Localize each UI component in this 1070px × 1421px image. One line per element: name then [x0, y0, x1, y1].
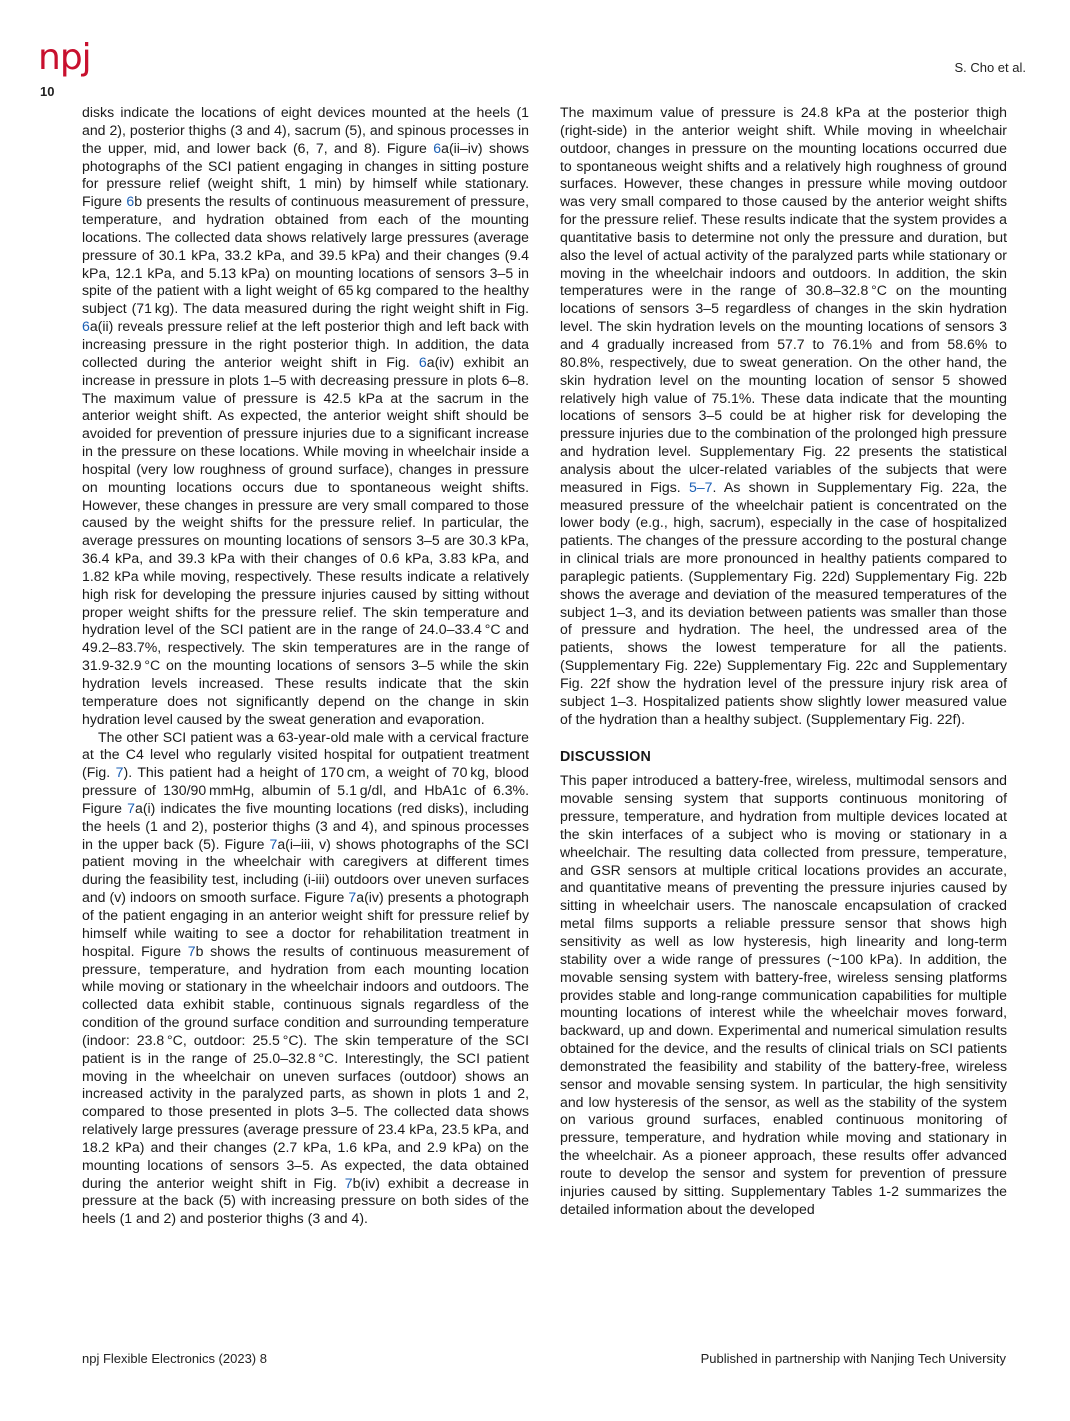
running-head: S. Cho et al.	[954, 60, 1026, 75]
text: The maximum value of pressure is 24.8 kPa at the posterior thigh (right-side) in the anterior weight shift. While moving in wheelchair outdoor, changes in pressure on the mounting locations occurred due to spontaneous weight shifts and a relatively high roughness of ground surfaces. However, these changes in pressure while moving outdoor was very small compared to those caused by the anterior weight shifts for the pressure relief. These results indicate that the system provides a quantitative basis to determine not only the pressure and duration, but also the level of actual activity of the paralyzed parts while stationary or moving in the wheelchair indoors and outdoors. In addition, the skin temperatures were in the range of 30.8–32.8 °C on the mounting locations of sensors 3–5 regardless of changes in the skin hydration level. The skin hydration levels on the mounting locations of sensors 3 and 4 gradually increased from 57.7 to 76.1% and from 58.6% to 80.8%, respectively, due to sweat generation. On the other hand, the skin hydration level on the mounting location of sensor 5 showed relatively high value of 75.1%. These data indicate that the mounting locations of sensors 3–5 could be at higher risk for developing the pressure injuries due to the combination of the prolonged high pressure and hydration level. Supplementary Fig. 22 presents the statistical analysis about the ulcer-related variables of the subjects that were measured in Figs.	[560, 104, 1007, 495]
figure-link[interactable]: 5	[688, 478, 697, 495]
text: The other SCI patient was a 63-year-old male with a cervical fracture at the C4 level who regularly visited hospital for outpatient treatment (Fig.	[82, 728, 529, 781]
text: –	[696, 478, 705, 495]
paragraph	[82, 104, 529, 729]
figure-link[interactable]: 6	[82, 318, 90, 335]
footer-publisher: Published in partnership with Nanjing Tech University	[700, 1351, 1006, 1366]
figure-link[interactable]: 6	[418, 353, 427, 370]
page-number: 10	[40, 84, 55, 99]
left-column	[82, 104, 529, 1228]
right-column	[560, 104, 1007, 1218]
text: a(i) indicates the five mounting locations (red disks), including the heels (1 and 2), posterior thighs (3 and 4), and spinous processes in the upper back (5). Figure	[82, 799, 529, 852]
journal-logo: npj	[38, 37, 91, 78]
section-heading: DISCUSSION	[560, 748, 651, 765]
figure-link[interactable]: 7	[269, 835, 278, 852]
text: disks indicate the locations of eight devices mounted at the heels (1 and 2), posterior thighs (3 and 4), sacrum (5), and spinous processes in the upper, mid, and lower back (6, 7, and 8). Figure	[82, 104, 529, 156]
text: a(iv) presents a photograph of the patient engaging in an anterior weight shift for pressure relief by himself while waiting to see a doctor for rehabilitation treatment in hospital. Figure	[82, 889, 529, 959]
text: a(i–iii, v) shows photographs of the SCI patient moving in the wheelchair with caregivers at different times during the feasibility test, including (i-iii) outdoors over uneven surfaces and (v) indoors on smooth surface. Figure	[82, 835, 530, 906]
figure-link[interactable]: 7	[348, 889, 357, 906]
figure-link[interactable]: 6	[433, 139, 442, 156]
text: a(ii) reveals pressure relief at the left posterior thigh and left back with increasing pressure in the right posterior thigh. In addition, the data collected during the anterior weight shift in Fig.	[82, 318, 529, 370]
text: ). This patient had a height of 170 cm, a weight of 70 kg, blood pressure of 130/90 mmHg, albumin of 5.1 g/dl, and HbA1c of 6.3%. Figure	[82, 764, 529, 816]
figure-link[interactable]: 7	[115, 764, 124, 781]
text: b presents the results of continuous measurement of pressure, temperature, and hydration obtained from each of the mounting locations. The collected data shows relatively large pressures (average pressure of 30.1 kPa, 33.2 kPa, and 39.5 kPa) and their changes (9.4 kPa, 12.1 kPa, and 5.13 kPa) on mounting locations of sensors 3–5 in spite of the patient with a light weight of 65 kg compared to the healthy subject (71 kg). The data measured during the right weight shift in Fig.	[82, 193, 529, 317]
text: . As shown in Supplementary Fig. 22a, the measured pressure of the wheelchair patient is concentrated on the lower body (e.g., high, sacrum), especially in the case of hospitalized patients. The changes of the pressure according to the postural change in clinical trials are more pronounced in healthy patients compared to paraplegic patients. (Supplementary Fig. 22d) Supplementary Fig. 22b shows the average and deviation of the measured temperatures of the subject 1–3, and its deviation between patients was smaller than those of pressure and hydration. The heel, the undressed area of the patients, shows the lowest temperature for all the patients. (Supplementary Fig. 22e) Supplementary Fig. 22c and Supplementary Fig. 22f show the hydration level of the pressure injury risk area of subject 1–3. Hospitalized patients show slightly lower measured value of the hydration than a healthy subject. (Supplementary Fig. 22f).	[560, 478, 1007, 727]
figure-link[interactable]: 7	[187, 942, 196, 959]
footer-journal: npj Flexible Electronics (2023) 8	[82, 1351, 267, 1366]
text: b(iv) exhibit a decrease in pressure at the back (5) with increasing pressure on both sides of the heels (1 and 2) and posterior thighs (3 and 4).	[82, 1174, 529, 1227]
figure-link[interactable]: 6	[126, 193, 135, 210]
paragraph	[82, 729, 529, 1229]
text: b shows the results of continuous measurement of pressure, temperature, and hydration from each mounting location while moving or stationary in the wheelchair indoors and outdoors. The collected data exhibit stable, continuous signals regardless of the condition of the ground surface condition and surrounding temperature (indoor: 23.8 °C, outdoor: 25.5 °C). The skin temperature of the SCI patient is in the range of 25.0–32.8 °C. Interestingly, the SCI patient moving in the wheelchair on uneven surfaces (outdoor) shows an increased activity in the paralyzed parts, as shown in plots 1 and 2, compared to those presented in plots 3–5. The collected data shows relatively large pressures (average pressure of 23.4 kPa, 23.5 kPa, and 18.2 kPa) and their changes (2.7 kPa, 1.6 kPa, and 2.9 kPa) on the mounting locations of sensors 3–5. As expected, the data obtained during the anterior weight shift in Fig.	[82, 942, 529, 1191]
figure-link[interactable]: 7	[704, 478, 713, 495]
figure-link[interactable]: 7	[344, 1174, 353, 1191]
figure-link[interactable]: 7	[127, 799, 135, 816]
paragraph	[560, 104, 1007, 729]
text: a(iv) exhibit an increase in pressure in plots 1–5 with decreasing pressure in plots 6–8. The maximum value of pressure is 42.5 kPa at the sacrum in the anterior weight shift. As expected, the anterior weight shift should be avoided for prevention of pressure injuries due to a significant increase in the pressure on these locations. While moving in wheelchair inside a hospital (very low roughness of ground surface), changes in pressure on mounting locations occurs due to spontaneous weight shifts. However, these changes in pressure are very small compared to those caused by the weight shifts for the pressure relief. In particular, the average pressures on mounting locations of sensors 3–5 are 30.3 kPa, 36.4 kPa, and 39.3 kPa with their changes of 0.6 kPa, 3.83 kPa, and 1.82 kPa while moving, respectively. These results indicate a relatively high risk for developing the pressure injuries caused by sitting without proper weight shifts for the pressure relief. The skin temperature and hydration level of the SCI patient are in the range of 24.0–33.4 °C and 49.2–83.7%, respectively. The skin temperatures are in the range of 31.9-32.9 °C on the mounting locations of sensors 3–5 while the skin hydration levels increased. These results indicate that the skin temperature does not significantly depend on the change in skin hydration level caused by the sweat generation and evaporation.	[82, 353, 530, 727]
paragraph: This paper introduced a battery-free, wireless, multimodal sensors and movable sensing system that supports continuous monitoring of pressure, temperature, and hydration from multiple devices located at the skin interfaces of a subject who is moving or stationary in a wheelchair. The resulting data collected from pressure, temperature, and GSR sensors at multiple critical locations provides an accurate, and quantitative means of preventing the pressure injuries caused by sitting in wheelchair users. The nanoscale encapsulation of cracked metal films supports a reliable pressure sensor that shows high sensitivity as well as low hysteresis, high linearity and long-term stability over a wide range of pressures (~100 kPa). In addition, the movable sensing system with battery-free, wireless sensing platforms provides stable and long-range communication capabilities for multiple mounting locations of interest while the wheelchair moves forward, backward, up and down. Experimental and numerical simulation results obtained for the device, and the results of clinical trials on SCI patients demonstrated the feasibility and stability of the battery-free, wireless sensor and movable sensing system. In particular, the high sensitivity and low hysteresis of the sensor, as well as the stability of the system on various ground surfaces, enabled continuous monitoring of pressure, temperature, and hydration while moving and stationary in the wheelchair. As a pioneer approach, these results offer advanced route to develop the sensor and system for prevention of pressure injuries caused by sitting. Supplementary Tables 1-2 summarizes the detailed information about the developed	[560, 772, 1007, 1217]
text: a(ii–iv) shows photographs of the SCI patient engaging in changes in sitting posture for pressure relief (weight shift, 1 min) by himself while stationary. Figure	[82, 139, 529, 210]
